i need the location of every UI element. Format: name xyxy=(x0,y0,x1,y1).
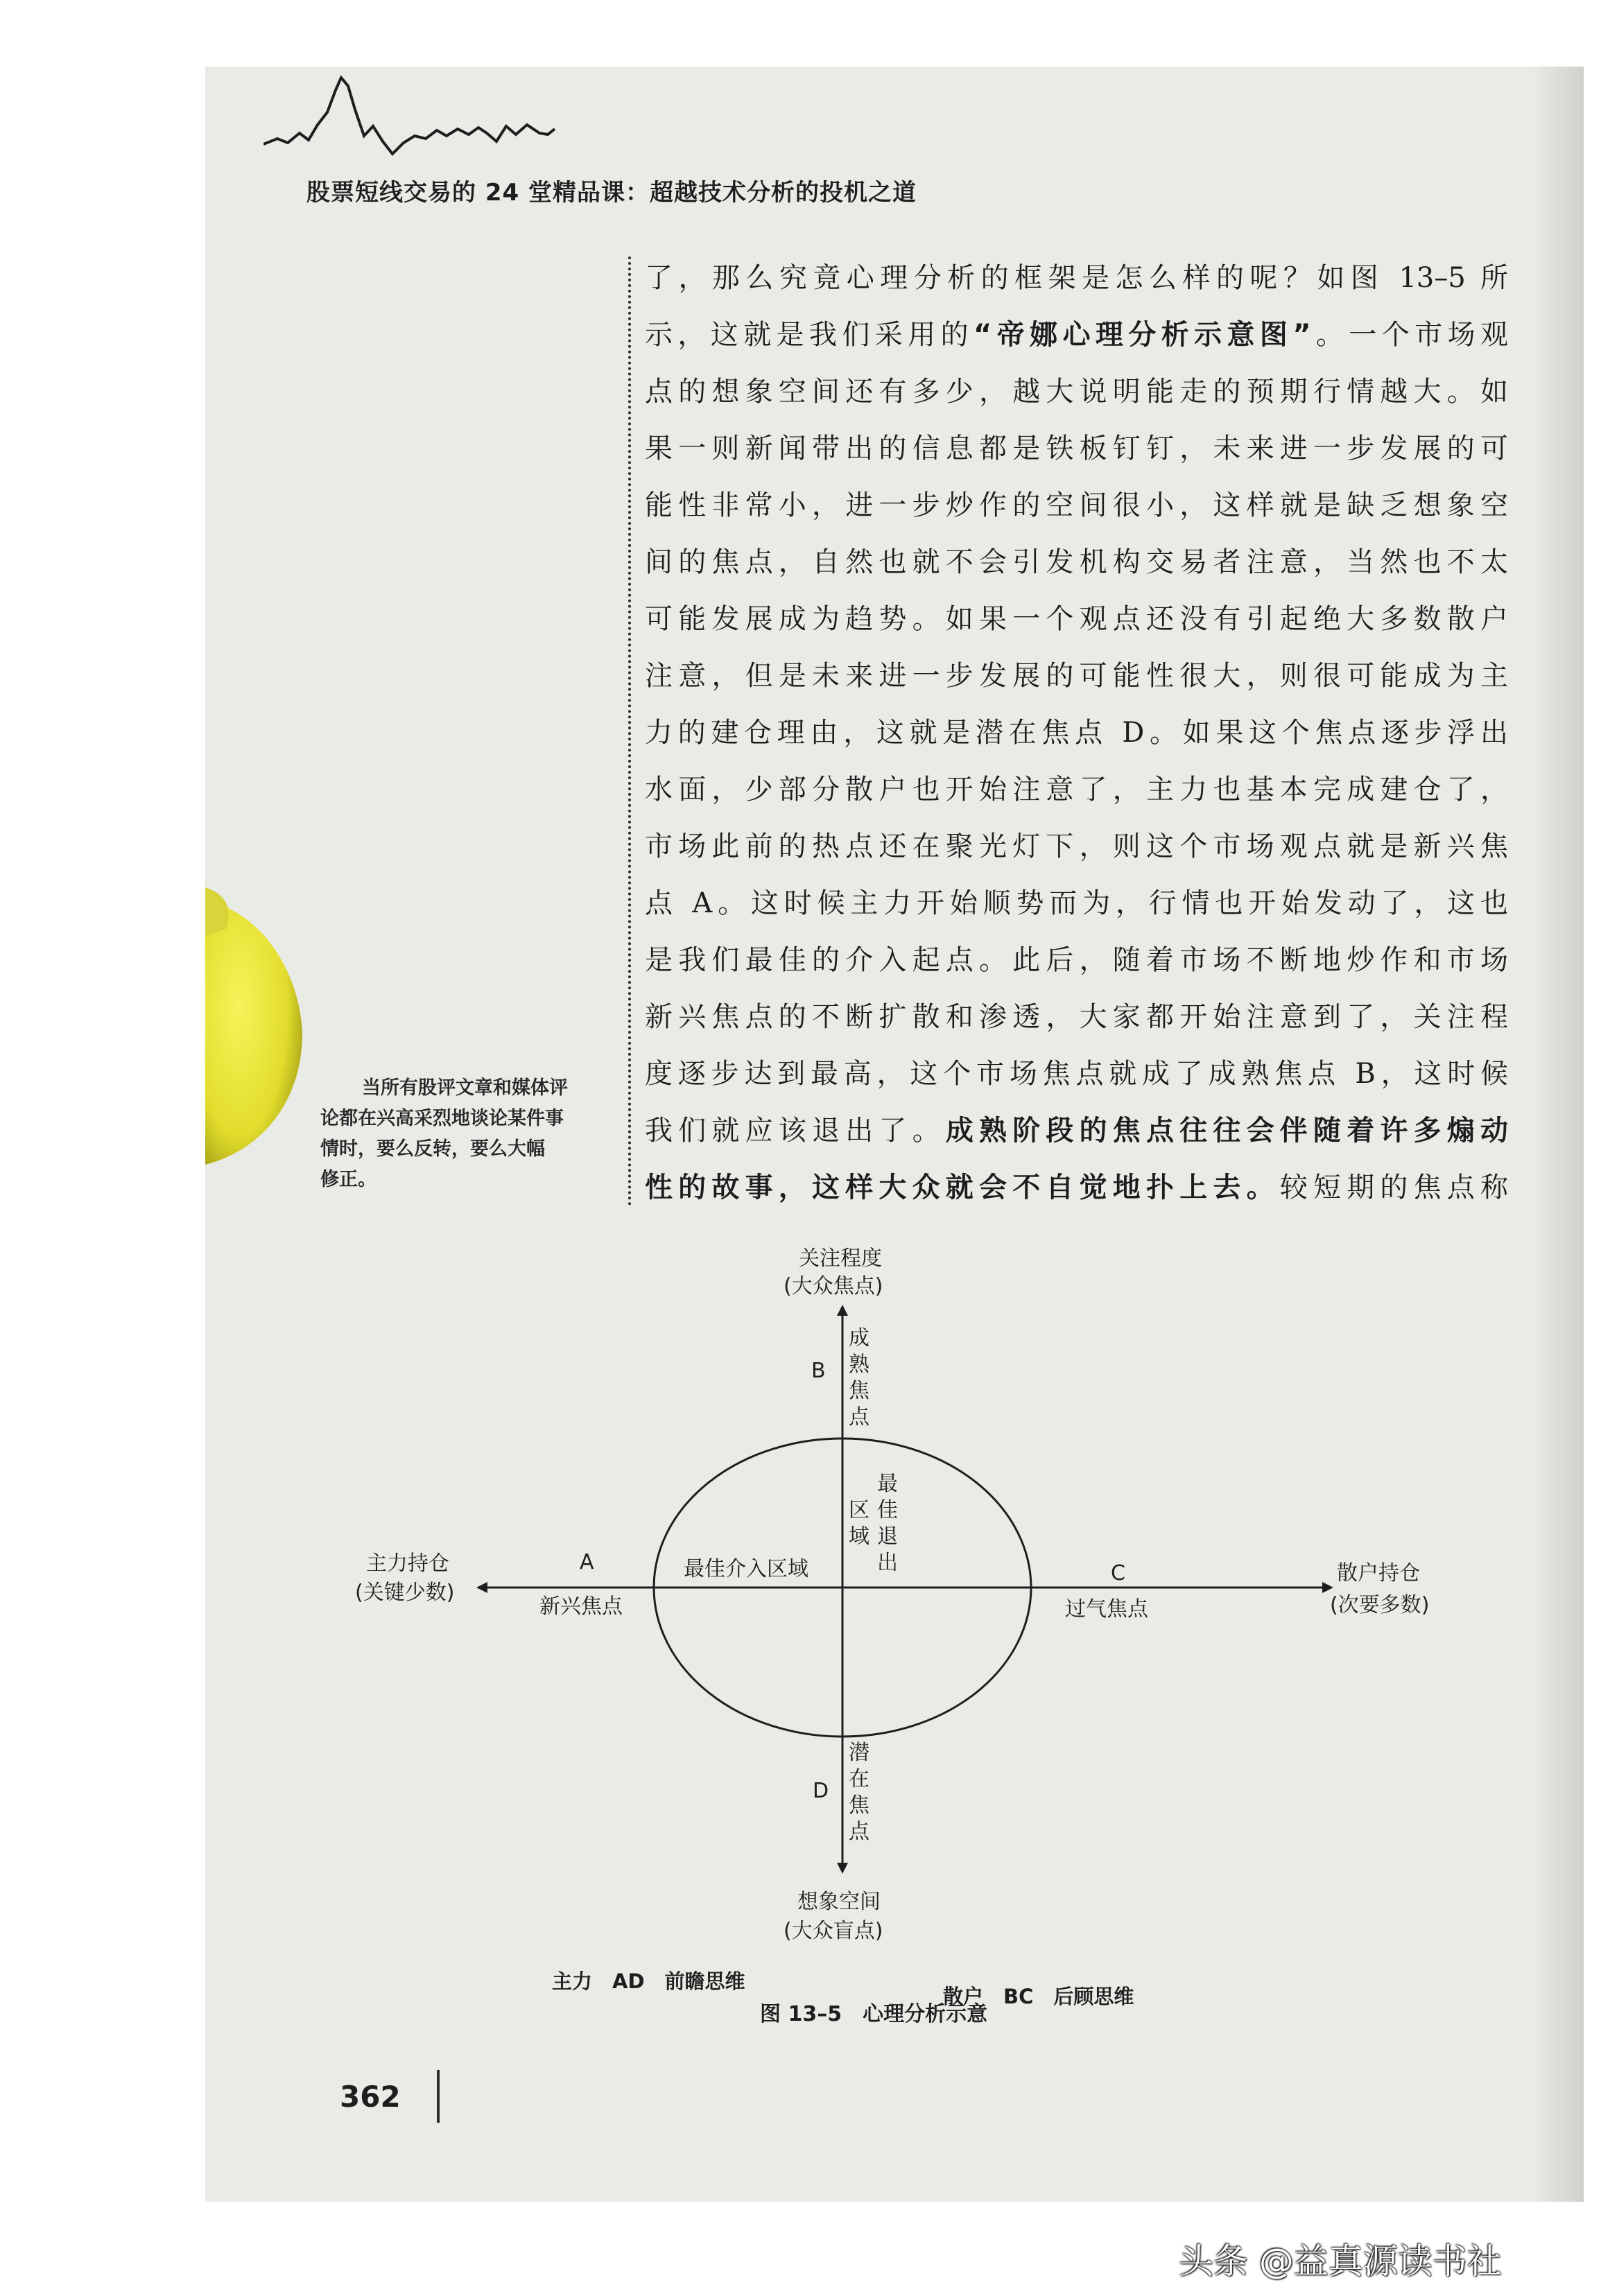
emphasis-text: 性的故事，这样大众就会不自觉地扑上去。 xyxy=(645,1172,1280,1203)
text-line: 可能发展成为趋势。如果一个观点还没有引起绝大多数散户 xyxy=(645,603,1508,635)
text-line: 水面，少部分散户也开始注意了，主力也基本完成建仓了， xyxy=(645,774,1508,806)
note-line: 修正。 xyxy=(320,1169,377,1190)
left-axis-sub: (关键少数) xyxy=(355,1581,455,1605)
text-line: 示，这就是我们采用的“帝娜心理分析示意图”。一个市场观 xyxy=(645,319,1509,351)
figure-caption: 图 13–5 心理分析示意 xyxy=(760,2002,988,2026)
outdated-focus-label: 过气焦点 xyxy=(1065,1597,1148,1621)
right-axis-label: 散户持仓 xyxy=(1337,1561,1420,1585)
text-line: 性的故事，这样大众就会不自觉地扑上去。较短期的焦点称 xyxy=(645,1172,1509,1203)
bottom-axis-sub: (大众盲点) xyxy=(784,1919,883,1943)
text-line: 新兴焦点的不断扩散和渗透，大家都开始注意到了，关注程 xyxy=(645,1001,1508,1033)
text-line: 是我们最佳的介入起点。此后，随着市场不断地炒作和市场 xyxy=(645,944,1508,976)
point-c-label: C xyxy=(1111,1561,1125,1585)
page-number-rule xyxy=(437,2070,440,2123)
best-entry-label: 最佳介入区域 xyxy=(684,1557,808,1581)
legend-right: 散户 BC 后顾思维 xyxy=(943,1985,1134,2008)
watermark: 头条 @益真源读书社 xyxy=(1179,2241,1502,2281)
point-a-label: A xyxy=(580,1550,594,1574)
text-line: 了，那么究竟心理分析的框架是怎么样的呢？如图 13–5 所 xyxy=(645,262,1508,294)
text-line: 点的想象空间还有多少，越大说明能走的预期行情越大。如 xyxy=(645,376,1508,408)
note-line: 当所有股评文章和媒体评 xyxy=(362,1077,568,1099)
latent-focus-label: 潜在焦点 xyxy=(849,1741,869,1844)
left-axis-label: 主力持仓 xyxy=(366,1551,449,1576)
book-header-title: 股票短线交易的 24 堂精品课：超越技术分析的投机之道 xyxy=(306,179,917,207)
top-axis-label: 关注程度 xyxy=(799,1246,882,1271)
text-line: 点 A。这时候主力开始顺势而为，行情也开始发动了，这也 xyxy=(645,887,1508,919)
mature-focus-label: 成熟焦点 xyxy=(849,1326,869,1429)
best-exit-label-2: 区域 xyxy=(849,1498,869,1549)
top-axis-sub: (大众焦点) xyxy=(784,1274,883,1298)
note-line: 情时，要么反转，要么大幅 xyxy=(320,1138,545,1160)
best-exit-label: 最佳退出 xyxy=(877,1472,898,1575)
text-line: 能性非常小，进一步炒作的空间很小，这样就是缺乏想象空 xyxy=(645,489,1508,521)
text-line: 我们就应该退出了。成熟阶段的焦点往往会伴随着许多煽动 xyxy=(645,1115,1509,1147)
note-line: 论都在兴高采烈地谈论某件事 xyxy=(320,1108,564,1129)
legend-left: 主力 AD 前瞻思维 xyxy=(552,1969,745,1993)
text-line: 注意，但是未来进一步发展的可能性很大，则很可能成为主 xyxy=(645,660,1508,692)
point-b-label: B xyxy=(811,1359,826,1383)
page-number: 362 xyxy=(340,2080,401,2114)
right-axis-sub: (次要多数) xyxy=(1330,1593,1430,1617)
text-line: 力的建仓理由，这就是潜在焦点 D。如果这个焦点逐步浮出 xyxy=(645,717,1508,749)
emphasis-text: “帝娜心理分析示意图” xyxy=(973,319,1311,351)
text-line: 间的焦点，自然也就不会引发机构交易者注意，当然也不太 xyxy=(645,546,1508,578)
text-line: 果一则新闻带出的信息都是铁板钉钉，未来进一步发展的可 xyxy=(645,433,1508,464)
text-line: 度逐步达到最高，这个市场焦点就成了成熟焦点 B，这时候 xyxy=(645,1058,1508,1090)
point-d-label: D xyxy=(813,1779,829,1803)
emphasis-text: 成熟阶段的焦点往往会伴随着许多煽动 xyxy=(945,1115,1509,1147)
text-line: 市场此前的热点还在聚光灯下，则这个市场观点就是新兴焦 xyxy=(645,830,1508,862)
bottom-axis-label: 想象空间 xyxy=(797,1890,881,1914)
emerging-focus-label: 新兴焦点 xyxy=(539,1594,623,1619)
